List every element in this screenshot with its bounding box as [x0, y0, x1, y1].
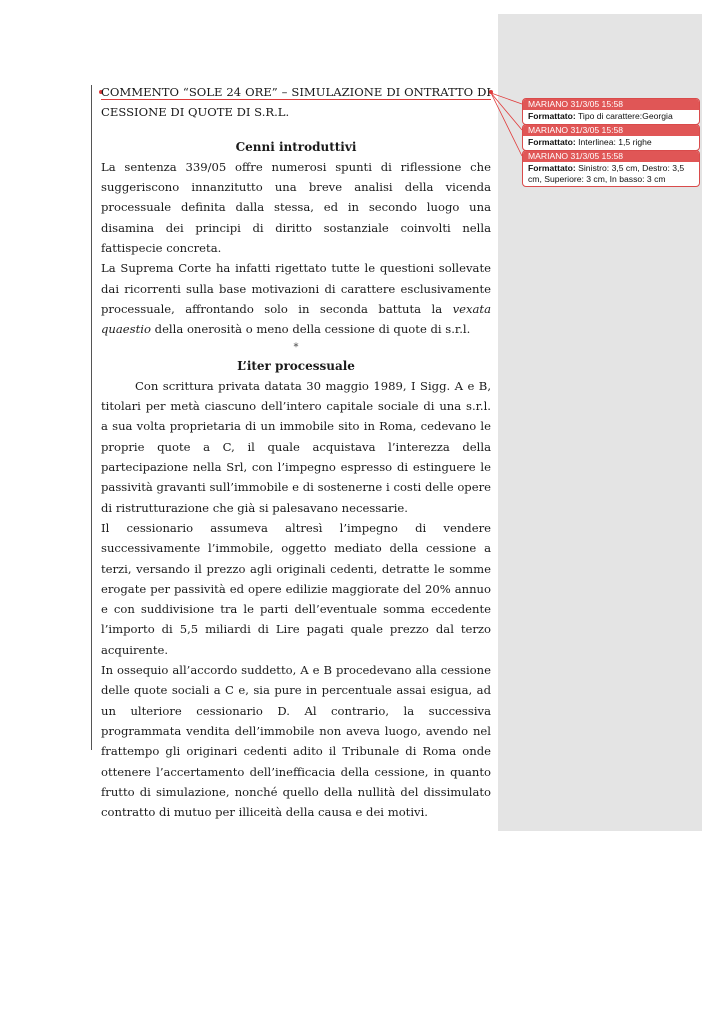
comment-text: Tipo di carattere:Georgia	[577, 111, 673, 121]
comment-author-date: MARIANO 31/3/05 15:58	[523, 99, 699, 110]
section-heading-cenni[interactable]: Cenni introduttivi	[235, 139, 357, 154]
comment-label: Formattato:	[528, 111, 576, 121]
italic-phrase: vexata quaestio	[101, 301, 491, 337]
comment-balloon[interactable]	[522, 124, 700, 151]
paragraph[interactable]: Il cessionario assumeva altresì l’impegno di vendere successivamente l’immobile, oggetto mediato della cessione a terzi, versando il prezzo agli originali cedenti, detratte le somme erogate per passività ed opere edilizie maggiorate del 20% annuo e con suddivisione tra le parti dell’eventuale somma eccedente l’importo di 5,5 miliardi di Lire pagati quale prezzo dal terzo acquirente.	[101, 520, 491, 657]
paragraph-text: La Suprema Corte ha infatti rigettato tutte le questioni sollevate dai ricorrenti sulla base motivazioni di carattere esclusivamente processuale, affrontando solo in seconda battuta la	[101, 261, 491, 316]
comment-text: Interlinea: 1,5 righe	[578, 137, 652, 147]
paragraph[interactable]	[101, 258, 491, 339]
document-title-line-2[interactable]: CESSIONE DI QUOTE DI S.R.L.	[101, 105, 290, 120]
paragraph[interactable]: Con scrittura privata datata 30 maggio 1989, I Sigg. A e B, titolari per metà ciascuno dell’intero capitale sociale di una s.r.l. a sua volta proprietaria di un immobile sito in Roma, cedevano le proprie quote a C, il quale acquistava l’interezza della partecipazione nella Srl, con l’impegno espresso di estinguere le passività gravanti sull’immobile e di sostenerne i costi delle opere di ristrutturazione che già si palesavano necessarie.	[101, 378, 491, 515]
document-title-line-1[interactable]: COMMENTO “SOLE 24 ORE” – SIMULAZIONE DI ONTRATTO DI	[101, 85, 491, 99]
paragraph-text: della onerosità o meno della cessione di quote di s.r.l.	[150, 322, 471, 337]
comment-label: Formattato:	[528, 137, 576, 147]
paragraph[interactable]: In ossequio all’accordo suddetto, A e B procedevano alla cessione delle quote sociali a C e, sia pure in percentuale assai esigua, ad un ulteriore cessionario D. Al contrario, la successiva programmata vendita dell’immobile non aveva luogo, avendo nel frattempo gli originari cedenti adito il Tribunale di Roma onde ottenere l’accertamento dell’inefficacia della cessione, in quanto frutto di simulazione, nonché quello della nullità del dissimulato contratto di mutuo per illiceità della causa e dei motivi.	[101, 663, 491, 820]
comment-text: Sinistro: 3,5 cm, Destro: 3,5 cm, Superiore: 3 cm, In basso: 3 cm	[528, 163, 685, 184]
paragraph[interactable]: La sentenza 339/05 offre numerosi spunti di riflessione che suggeriscono innanzitutto una breve analisi della vicenda processuale definita dalla stessa, ed in secondo luogo una disamina dei principi di diritto sostanziale coinvolti nella fattispecie concreta.	[101, 159, 491, 256]
comment-body	[523, 162, 699, 186]
section-heading-iter[interactable]: L’iter processuale	[237, 358, 355, 373]
document-body	[101, 82, 491, 822]
comment-body	[523, 110, 699, 124]
comment-author-date: MARIANO 31/3/05 15:58	[523, 151, 699, 162]
comment-balloon[interactable]	[522, 150, 700, 187]
comment-balloon[interactable]	[522, 98, 700, 125]
section-separator: *	[293, 341, 299, 353]
comment-label: Formattato:	[528, 163, 576, 173]
comment-author-date: MARIANO 31/3/05 15:58	[523, 125, 699, 136]
comment-body	[523, 136, 699, 150]
